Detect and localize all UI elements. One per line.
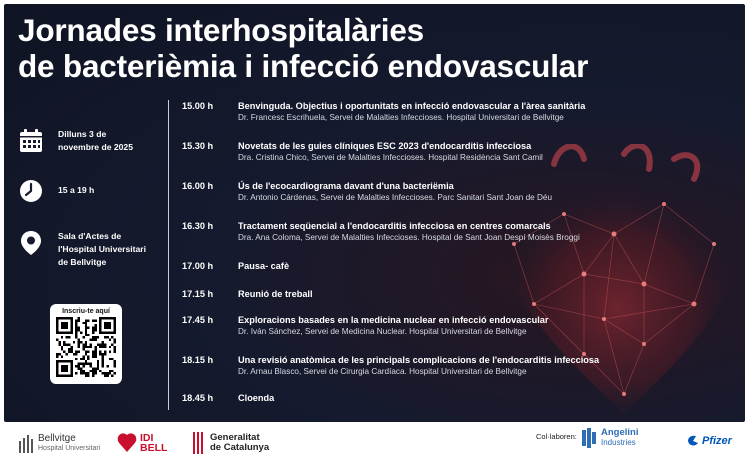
schedule-item — [182, 220, 580, 244]
schedule-item — [182, 260, 289, 272]
collaborators-label: Col·laboren: — [536, 432, 577, 441]
footer-logos — [0, 424, 749, 464]
generalitat-line-1: Generalitat — [210, 432, 260, 443]
event-time — [18, 178, 94, 204]
bellvitge-mark-icon — [18, 435, 34, 453]
title-line-2: de bacterièmia i infecció endovascular — [18, 48, 589, 84]
venue-line-3: de Bellvitge — [58, 257, 107, 267]
angelini-line-1: Angelini — [601, 427, 639, 438]
title-line-1: Jornades interhospitalàries — [18, 12, 424, 48]
item-title: Novetats de les guies clíniques ESC 2023 d'endocarditis infecciosa — [238, 141, 532, 151]
schedule-item — [182, 288, 313, 300]
angelini-mark-icon — [582, 428, 596, 448]
event-venue — [18, 230, 146, 269]
registration-qr[interactable] — [50, 304, 122, 384]
item-speaker: Dr. Iván Sánchez, Servei de Medicina Nuclear. Hospital Universitari de Bellvitge — [238, 327, 527, 336]
schedule-item — [182, 140, 543, 164]
item-title: Benvinguda. Objectius i oportunitats en infecció endovascular a l'àrea sanitària — [238, 101, 586, 111]
item-time: 16.30 h — [182, 221, 214, 231]
schedule-item — [182, 314, 548, 338]
pfizer-name: Pfizer — [702, 435, 732, 447]
item-title: Una revisió anatòmica de les principals complicacions de l'endocarditis infecciosa — [238, 355, 600, 365]
venue-line-2: l'Hospital Universitari — [58, 244, 147, 254]
event-title — [18, 12, 718, 84]
pfizer-mark-icon — [686, 434, 700, 448]
item-title: Ús de l'ecocardiograma davant d'una bacteriëmia — [238, 181, 454, 191]
registration-label: Inscriu-te aquí — [62, 308, 110, 315]
angelini-line-2: Industries — [601, 438, 636, 447]
schedule-divider — [168, 100, 169, 410]
bellvitge-logo — [18, 434, 100, 454]
item-title: Reunió de treball — [238, 289, 313, 299]
item-time: 17.45 h — [182, 315, 214, 325]
item-title: Tractament seqüencial a l'endocarditis infecciosa en centres comarcals — [238, 221, 551, 231]
date-line-1: Dilluns 3 de — [58, 129, 107, 139]
item-time: 18.15 h — [182, 355, 214, 365]
schedule-item — [182, 180, 552, 204]
idibell-mark-icon — [116, 432, 138, 454]
item-time: 17.15 h — [182, 289, 214, 299]
bellvitge-subtitle: Hospital Universitari — [38, 445, 101, 452]
item-time: 17.00 h — [182, 261, 214, 271]
item-speaker: Dr. Francesc Escrihuela, Servei de Malalties Infeccioses. Hospital Universitari de Bellvitge — [238, 113, 564, 122]
item-speaker: Dr. Arnau Blasco, Servei de Cirurgia Cardíaca. Hospital Universitari de Bellvitge — [238, 367, 527, 376]
item-time: 18.45 h — [182, 393, 214, 403]
date-line-2: novembre de 2025 — [58, 142, 133, 152]
generalitat-flag-icon — [192, 432, 206, 454]
schedule-item — [182, 354, 599, 378]
item-time: 15.00 h — [182, 101, 214, 111]
event-date — [18, 128, 133, 154]
angelini-logo — [582, 428, 638, 448]
time-range: 15 a 19 h — [58, 185, 95, 195]
idibell-line-1: IDI — [140, 432, 154, 444]
item-title: Exploracions basades en la medicina nuclear en infecció endovascular — [238, 315, 549, 325]
item-title: Pausa- cafè — [238, 261, 290, 271]
schedule-item — [182, 392, 274, 404]
venue-line-1: Sala d'Actes de — [58, 231, 122, 241]
pfizer-logo — [686, 434, 732, 448]
schedule-item — [182, 100, 585, 124]
qr-code[interactable] — [56, 317, 116, 377]
generalitat-logo — [192, 432, 269, 454]
item-time: 15.30 h — [182, 141, 214, 151]
poster — [4, 4, 745, 422]
item-title: Cloenda — [238, 393, 275, 403]
idibell-logo — [116, 432, 167, 454]
item-time: 16.00 h — [182, 181, 214, 191]
idibell-line-2: BELL — [140, 442, 168, 454]
item-speaker: Dra. Cristina Chico, Servei de Malalties Infeccioses. Hospital Residència Sant Camil — [238, 153, 543, 162]
clock-icon — [18, 178, 44, 204]
item-speaker: Dr. Antonio Cárdenas, Servei de Malalties Infeccioses. Parc Sanitari Sant Joan de Déu — [238, 193, 553, 202]
calendar-icon — [18, 128, 44, 154]
item-speaker: Dra. Ana Coloma, Servei de Malalties Infeccioses. Hospital de Sant Joan Despí Moisès Broggi — [238, 233, 580, 242]
location-pin-icon — [18, 230, 44, 256]
bellvitge-name: Bellvitge — [38, 433, 76, 444]
generalitat-line-2: de Catalunya — [210, 442, 270, 453]
